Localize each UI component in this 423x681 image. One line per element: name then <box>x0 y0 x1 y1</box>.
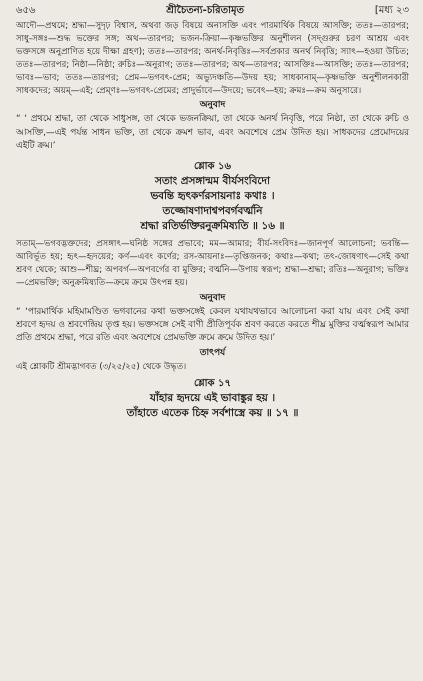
verse-line: তাঁহাতে এতেক চিহ্ন সর্বশাস্ত্রে কয় ॥ ১৭ ॥ <box>126 407 299 420</box>
verse-line: সতাং প্রসঙ্গান্মম বীর্যসংবিদো <box>154 175 271 188</box>
verse-17 <box>16 376 409 421</box>
verse-number: শ্লোক ১৬ <box>194 161 231 173</box>
translation-heading: অনুবাদ <box>199 292 226 303</box>
page-number: ৬৫৬ <box>16 5 36 16</box>
verse-line: ভবন্তি হৃৎকর্ণরসায়নাঃ কথাঃ । <box>150 190 275 203</box>
page-header <box>16 4 409 20</box>
purport-text: এই শ্লোকটি শ্রীমদ্ভাগবত (৩/২৫/২৫) থেকে উদ্ধৃত। <box>16 362 187 373</box>
purport-heading: তাৎপর্য <box>199 348 226 359</box>
verse-line: যাঁহার হৃদয়ে এই ভাবাঙ্কুর হয় । <box>149 392 276 405</box>
translation-heading: অনুবাদ <box>199 100 226 111</box>
chapter-label: [মধ্য ২৩ <box>374 5 409 16</box>
book-title: শ্রীচৈতন্য-চরিতামৃত <box>166 5 245 16</box>
verse-line: শ্রদ্ধা রতির্ভক্তিরনুক্রমিষ্যতি ॥ ১৬ ॥ <box>140 220 285 233</box>
word-gloss-16: সতাম্—ভগবদ্ভক্তদের; প্রসঙ্গাৎ—ঘনিষ্ঠ সঙ্গের প্রভাবে; মম—আমার; বীর্য-সংবিদঃ—জানপূর্ণ আলোচনা; ভবন্তি—আবির্ভূত হয়; হৃৎ—হৃদয়ের; কর্ণ—এবং কর্ণের; রস-আয়নাঃ—তৃপ্তিজনক; কথাঃ—কথা; তৎ-জোষণাৎ—সেই কথা শ্রবণ থেকে; আশু—শীঘ্র; অপবর্গ—অপবর্গের বা মুক্তির; বর্ত্মনি—উপায় স্বরূপ; শ্রদ্ধা—শ্রদ্ধা; রতিঃ—অনুরাগ; ভক্তিঃ—প্রেমভক্তি; অনুক্রমিষ্যতি—ক্রমে ক্রমে উৎপন্ন হয়। <box>16 239 409 288</box>
translation-15: “ ‘ প্রথমে শ্রদ্ধা, তা থেকে সাধুসঙ্গ, তা থেকে ভজনক্রিয়া, তা থেকে অনর্থ নিবৃত্তি, পরে নিষ্ঠা, তা থেকে রুচি ও আসক্তি,—এই পর্যন্ত সাধন ভক্তি, তা থেকে ক্রমশ ভাব, এবং অবশেষে প্রেম উদিত হয়। সাধকদের প্রেমোদয়ের এইটি ক্রম।’ <box>16 114 409 151</box>
verse-number: শ্লোক ১৭ <box>194 378 231 390</box>
verse-16 <box>16 159 409 234</box>
translation-16: “ ‘পারমার্থিক মহিমামণ্ডিত ভগবানের কথা ভক্তসঙ্গেই কেবল যথাযথভাবে আলোচনা করা যায় এবং সেই কথা শ্রবণে হৃদয় ও শ্রবণেন্দ্রিয় তৃপ্ত হয়। ভক্তসঙ্গে সেই বাণী প্রীতিপূর্বক শ্রবণ করতে করতে শীঘ্র মুক্তির বর্ত্মস্বরূপ আমার প্রতি প্রথমে শ্রদ্ধা, পরে রতি এবং অবশেষে প্রেমভক্তি ক্রমে ক্রমে উদিত হয়।’ <box>16 306 409 344</box>
word-gloss-15: আদৌ—প্রথমে; শ্রদ্ধা—সুদৃঢ় বিশ্বাস, অথবা জড় বিষয়ে অনাসক্তি এবং পারমার্থিক বিষয়ে আসক্তি; ততঃ—তারপর; সাধু-সঙ্গঃ—শুদ্ধ ভক্তের সঙ্গ; অথ—তারপর; ভজন-ক্রিয়া—কৃষ্ণভক্তির অনুশীলন (সদ্গুরুর চরণ আশ্রয় এবং ভক্তসঙ্গে অনুপ্রাণিত হয়ে দীক্ষা গ্রহণ); ততঃ—তারপর; অনর্থ-নিবৃত্তিঃ—সর্বপ্রকার অনর্থ নিবৃত্তি; স্যাৎ—হওয়া উচিত; ততঃ—তারপর; নিষ্ঠা—নিষ্ঠা; রুচিঃ—অনুরাগ; ততঃ—তারপর; অথ—তারপর; আসক্তিঃ—আসক্তি; ততঃ—তারপর; ভাবঃ—ভাব; ততঃ—তারপর; প্রেম—ভগবৎ-প্রেম; অভ্যুদঞ্চতি—উদয় হয়; সাধকানাম্—কৃষ্ণভক্তি অনুশীলনকারী সাধকদের; অয়ম্—এই; প্রেম্ণঃ—ভগবৎ-প্রেমের; প্রাদুর্ভাবে—উদয়ে; ভবেৎ—হয়; ক্রমঃ—ক্রম অনুসারে। <box>16 21 409 96</box>
verse-line: তজ্জোষণাদাশ্বপবর্গবর্ত্মনি <box>162 205 263 218</box>
